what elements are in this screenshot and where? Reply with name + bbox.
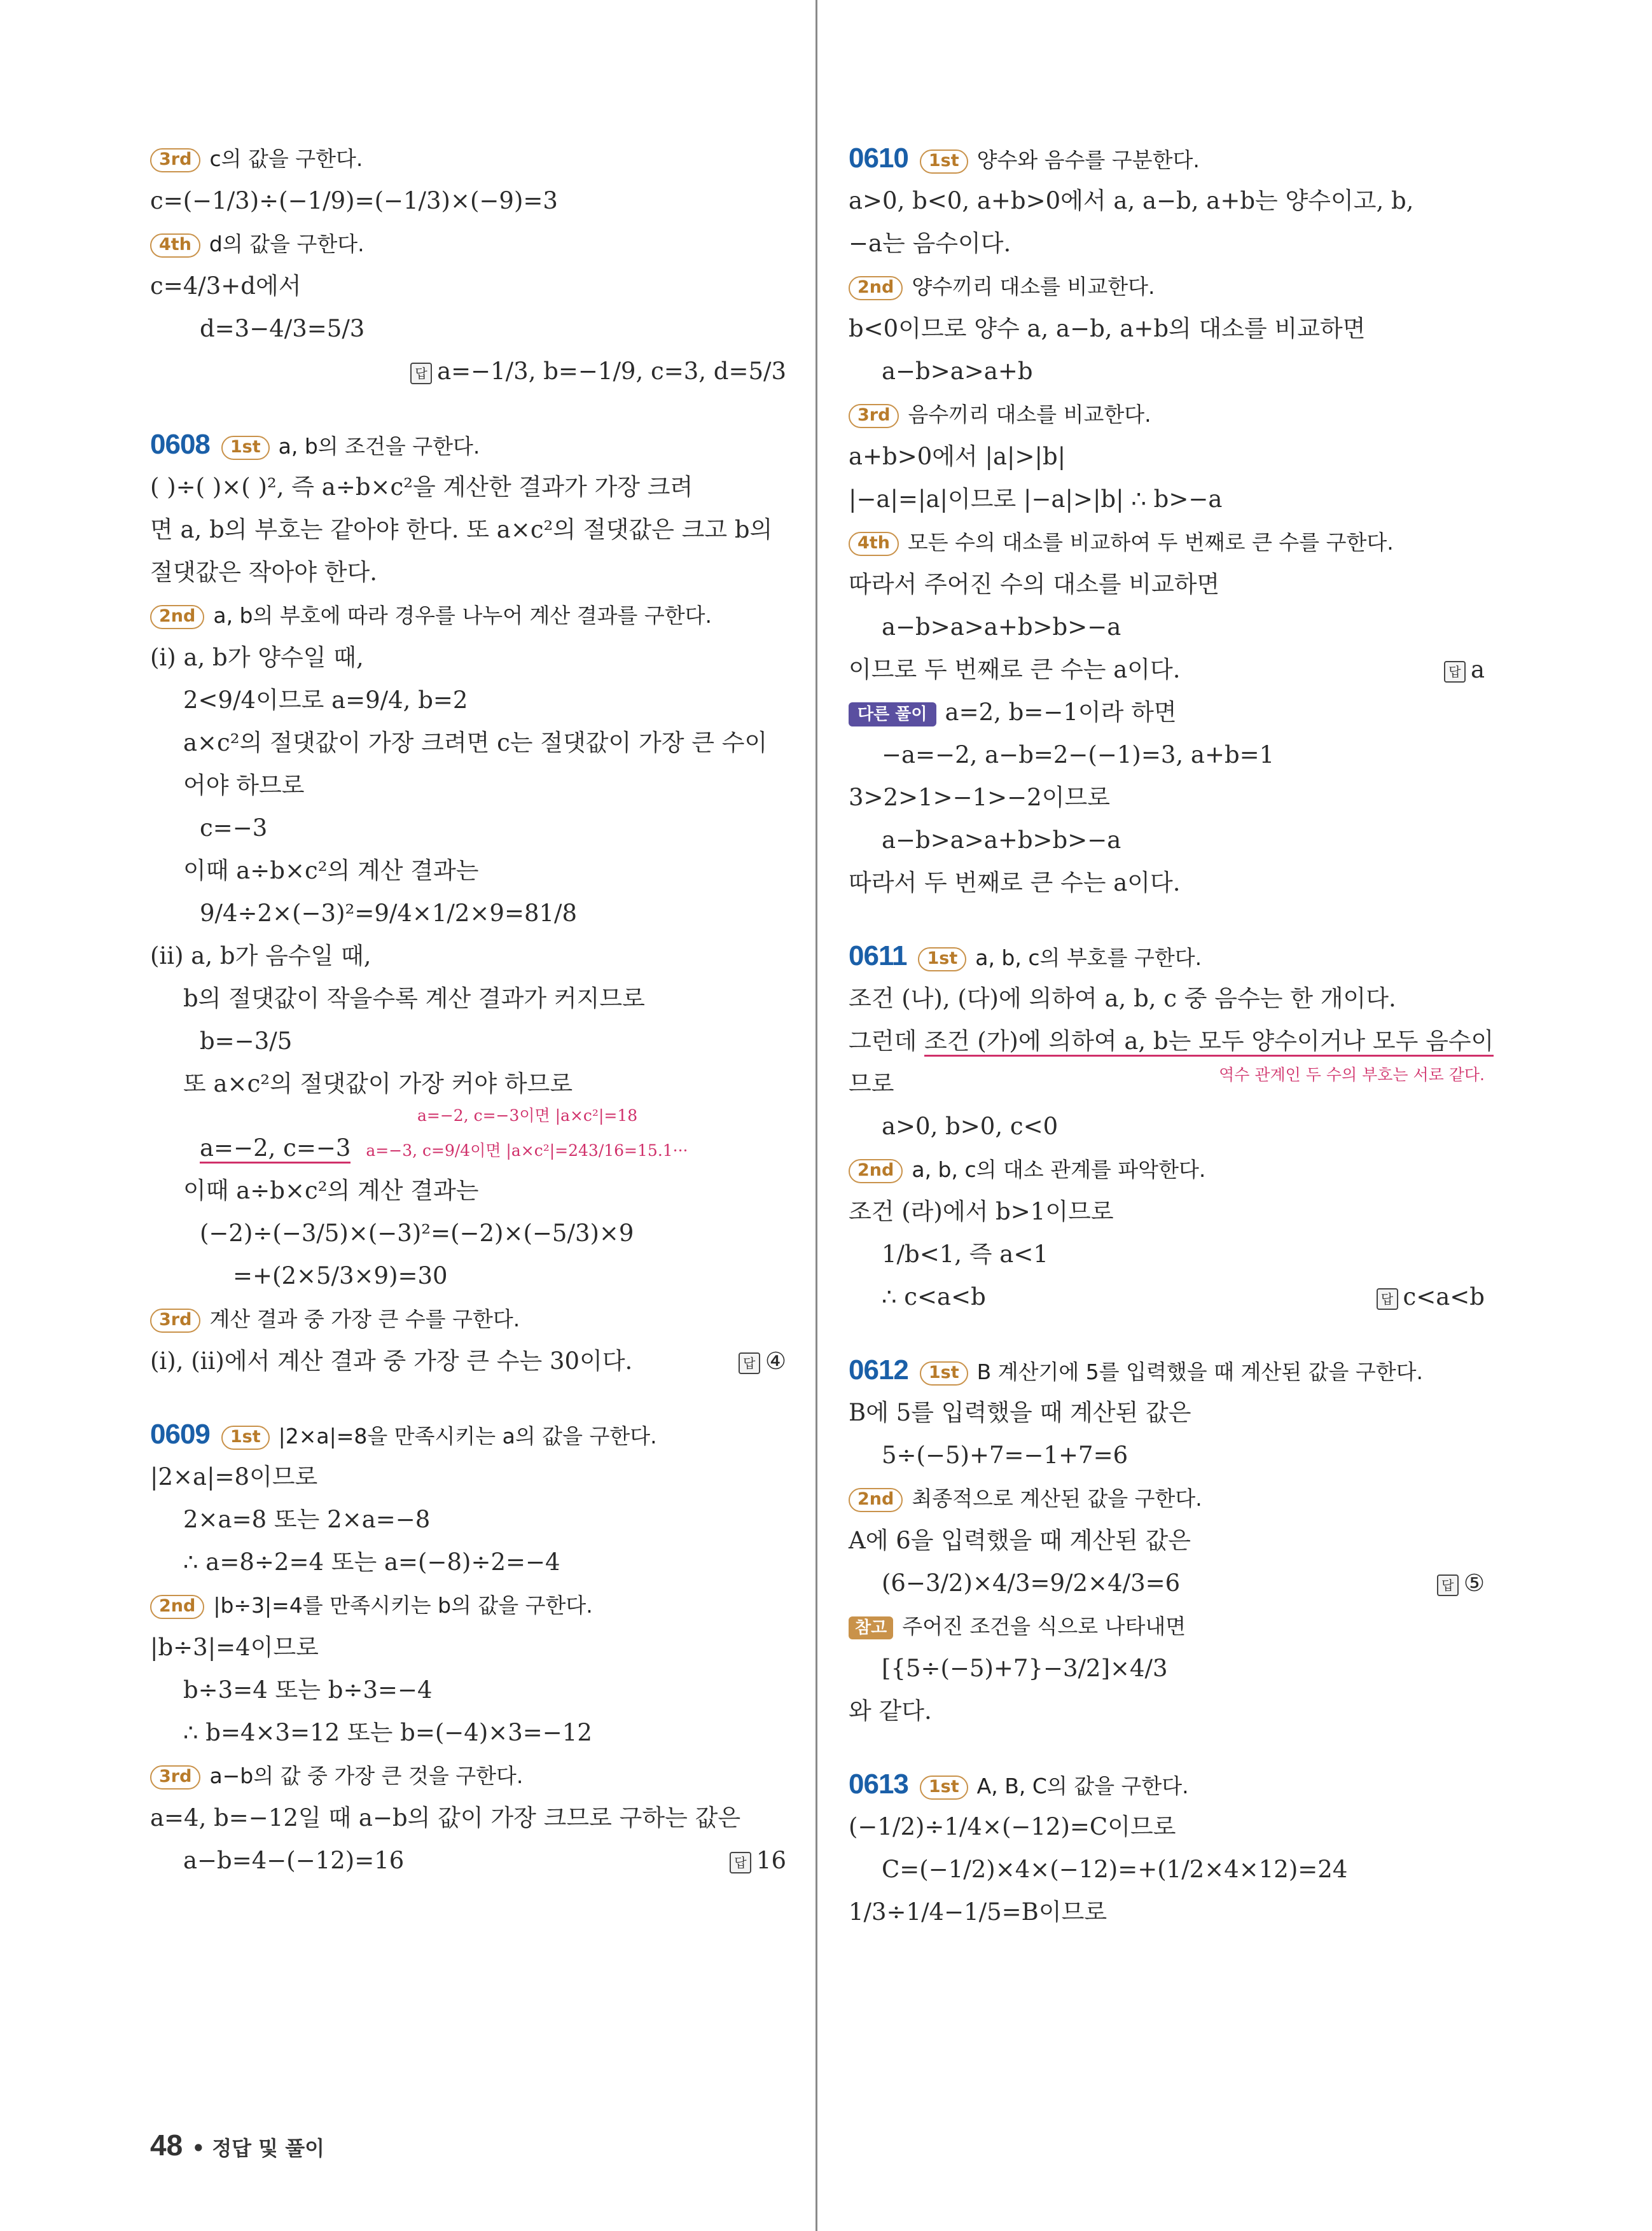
answer-line bbox=[849, 648, 1485, 691]
right-column bbox=[849, 137, 1494, 1933]
math-text: ( )÷( )×( )², 즉 a÷b×c²을 계산한 결과가 가장 크려 bbox=[150, 473, 693, 501]
step-line bbox=[849, 1148, 1485, 1190]
answer-mark bbox=[730, 1839, 786, 1882]
text-line bbox=[150, 265, 786, 307]
text-line bbox=[849, 435, 1485, 478]
math-text: b<0이므로 양수 a, a−b, a+b의 대소를 비교하면 bbox=[849, 315, 1366, 342]
step-badge: 2nd bbox=[150, 605, 204, 629]
step-badge: 1st bbox=[920, 1361, 968, 1386]
section-gap bbox=[849, 1732, 1485, 1763]
text-line bbox=[849, 861, 1485, 904]
text-line bbox=[849, 1848, 1485, 1891]
math-text: 어야 하므로 bbox=[183, 772, 305, 799]
math-text: 조건 (라)에서 b>1이므로 bbox=[849, 1198, 1114, 1225]
math-text: 면 a, b의 부호는 같아야 한다. 또 a×c²의 절댓값은 크고 b의 bbox=[150, 516, 773, 543]
step-badge: 4th bbox=[150, 233, 200, 258]
math-text: −a=−2, a−b=2−(−1)=3, a+b=1 bbox=[882, 741, 1275, 768]
text-line bbox=[849, 606, 1485, 648]
text-line bbox=[150, 892, 786, 935]
step-description: |b÷3|=4를 만족시키는 b의 값을 구한다. bbox=[213, 1593, 593, 1618]
text-line bbox=[849, 179, 1485, 222]
answer-line bbox=[150, 1839, 786, 1882]
text-line bbox=[849, 1647, 1485, 1690]
text-line bbox=[849, 1519, 1485, 1562]
math-text: a−b>a>a+b>b>−a bbox=[882, 826, 1121, 854]
math-text: c=(−1/3)÷(−1/9)=(−1/3)×(−9)=3 bbox=[150, 187, 558, 214]
math-text: 3>2>1>−1>−2이므로 bbox=[849, 784, 1110, 811]
step-line bbox=[849, 393, 1485, 435]
left-column bbox=[150, 137, 786, 1882]
step-badge: 1st bbox=[920, 1776, 968, 1800]
text-line bbox=[150, 636, 786, 679]
annotation-text: a=−3, c=9/4이면 |a×c²|=243/16=15.1··· bbox=[366, 1141, 688, 1160]
step-description: d의 값을 구한다. bbox=[209, 232, 364, 256]
step-badge: 3rd bbox=[849, 404, 899, 428]
answer-mark bbox=[410, 350, 786, 393]
answer-line bbox=[849, 1275, 1485, 1318]
step-badge: 3rd bbox=[150, 1309, 200, 1333]
section-gap bbox=[150, 393, 786, 423]
step-description: 계산 결과 중 가장 큰 수를 구한다. bbox=[209, 1307, 520, 1331]
math-text: −a는 음수이다. bbox=[849, 230, 1011, 257]
step-description: 음수끼리 대소를 비교한다. bbox=[908, 402, 1151, 427]
step-badge: 1st bbox=[920, 149, 968, 174]
text-line bbox=[150, 721, 786, 764]
section-gap bbox=[150, 1382, 786, 1413]
math-text: b÷3=4 또는 b÷3=−4 bbox=[183, 1676, 433, 1704]
text-line bbox=[150, 807, 786, 849]
text-line bbox=[150, 679, 786, 721]
text-line bbox=[849, 1891, 1485, 1933]
math-text: 이때 a÷b×c²의 계산 결과는 bbox=[183, 1177, 479, 1204]
math-text: a−b=4−(−12)=16 bbox=[183, 1847, 405, 1874]
answer-mark bbox=[1444, 648, 1485, 691]
math-text: d=3−4/3=5/3 bbox=[200, 315, 365, 342]
text-line bbox=[849, 1190, 1485, 1233]
math-text: 와 같다. bbox=[849, 1697, 932, 1725]
math-text: (6−3/2)×4/3=9/2×4/3=6 bbox=[882, 1569, 1181, 1597]
step-line bbox=[849, 1477, 1485, 1519]
math-text: (i) a, b가 양수일 때, bbox=[150, 644, 364, 671]
answer-mark bbox=[739, 1340, 786, 1382]
math-text: 또 a×c²의 절댓값이 가장 커야 하므로 bbox=[183, 1070, 573, 1097]
problem-line bbox=[150, 1413, 786, 1456]
text-line bbox=[849, 563, 1485, 606]
math-text: a−b>a>a+b>b>−a bbox=[882, 613, 1121, 641]
step-line bbox=[150, 594, 786, 636]
text-line bbox=[150, 1062, 786, 1105]
math-text: a>0, b>0, c<0 bbox=[882, 1113, 1059, 1140]
step-description: 양수와 음수를 구분한다. bbox=[976, 148, 1200, 172]
math-text: 1/b<1, 즉 a<1 bbox=[882, 1241, 1048, 1268]
problem-number: 0612 bbox=[849, 1354, 908, 1386]
undernote-line bbox=[849, 1062, 1485, 1105]
problem-number: 0609 bbox=[150, 1419, 210, 1450]
problem-line bbox=[849, 935, 1485, 977]
math-text: 그런데 bbox=[849, 1027, 924, 1055]
problem-number: 0608 bbox=[150, 429, 210, 460]
math-text: A에 6을 입력했을 때 계산된 값은 bbox=[849, 1527, 1191, 1554]
math-text: a=4, b=−12일 때 a−b의 값이 가장 크므로 구하는 값은 bbox=[150, 1804, 741, 1831]
step-badge: 2nd bbox=[849, 1488, 903, 1512]
step-description: A, B, C의 값을 구한다. bbox=[976, 1774, 1189, 1798]
text-line bbox=[150, 1498, 786, 1541]
answer-line bbox=[150, 1340, 786, 1382]
step-badge: 2nd bbox=[150, 1595, 204, 1619]
math-text: c=−3 bbox=[200, 814, 268, 842]
answer-value: a bbox=[1470, 656, 1485, 683]
problem-line bbox=[849, 137, 1485, 179]
text-line bbox=[849, 1434, 1485, 1477]
math-text: 따라서 두 번째로 큰 수는 a이다. bbox=[849, 869, 1181, 896]
step-description: 최종적으로 계산된 값을 구한다. bbox=[912, 1486, 1202, 1511]
answer-icon: 답 bbox=[730, 1852, 751, 1873]
problem-number: 0610 bbox=[849, 142, 908, 174]
text-line bbox=[849, 776, 1485, 819]
answer-mark bbox=[1437, 1562, 1485, 1604]
step-description: a, b, c의 대소 관계를 파악한다. bbox=[912, 1157, 1206, 1182]
answer-value: c<a<b bbox=[1403, 1283, 1485, 1310]
math-text: a=2, b=−1이라 하면 bbox=[945, 698, 1177, 726]
problem-line bbox=[849, 1349, 1485, 1391]
underlined-text: 조건 (가)에 의하여 a, b는 모두 양수이거나 모두 음수이 bbox=[924, 1027, 1494, 1057]
answer-value: ⑤ bbox=[1463, 1569, 1485, 1597]
math-text: ∴ a=8÷2=4 또는 a=(−8)÷2=−4 bbox=[183, 1548, 560, 1576]
answer-icon: 답 bbox=[410, 363, 432, 384]
step-badge: 4th bbox=[849, 532, 899, 556]
underlined-math: a=−2, c=−3 bbox=[200, 1134, 351, 1164]
note-tag: 참고 bbox=[849, 1616, 893, 1639]
text-line bbox=[150, 1669, 786, 1711]
text-line bbox=[150, 1169, 786, 1212]
text-line bbox=[150, 1626, 786, 1669]
text-line bbox=[150, 179, 786, 222]
page-number: 48 bbox=[150, 2129, 183, 2162]
answer-icon: 답 bbox=[739, 1352, 760, 1374]
answer-line bbox=[150, 350, 786, 393]
text-line bbox=[150, 1541, 786, 1583]
math-text: a+b>0에서 |a|>|b| bbox=[849, 443, 1066, 470]
step-description: a, b의 조건을 구한다. bbox=[278, 434, 480, 459]
text-line bbox=[150, 1212, 786, 1255]
step-line bbox=[150, 1297, 786, 1340]
text-line bbox=[150, 764, 786, 807]
text-line bbox=[150, 977, 786, 1020]
step-badge: 3rd bbox=[150, 1765, 200, 1790]
problem-line bbox=[150, 423, 786, 466]
step-line bbox=[849, 265, 1485, 307]
math-text: a×c²의 절댓값이 가장 크려면 c는 절댓값이 가장 큰 수이 bbox=[183, 729, 768, 756]
math-text: (−2)÷(−3/5)×(−3)²=(−2)×(−5/3)×9 bbox=[200, 1220, 634, 1247]
text-line bbox=[849, 819, 1485, 861]
step-badge: 1st bbox=[221, 436, 270, 460]
step-badge: 1st bbox=[918, 947, 966, 971]
step-description: a−b의 값 중 가장 큰 것을 구한다. bbox=[209, 1763, 524, 1788]
step-line bbox=[150, 137, 786, 179]
math-text: b=−3/5 bbox=[200, 1027, 293, 1055]
note-line bbox=[849, 1604, 1485, 1647]
other-line bbox=[849, 691, 1485, 733]
answer-value: ④ bbox=[765, 1347, 786, 1375]
section-label: • 정답 및 풀이 bbox=[191, 2136, 325, 2160]
problem-line bbox=[849, 1763, 1485, 1805]
pinkmain-line bbox=[150, 1127, 786, 1169]
answer-line bbox=[849, 1562, 1485, 1604]
annotation-line bbox=[150, 1105, 786, 1127]
math-text: (i), (ii)에서 계산 결과 중 가장 큰 수는 30이다. bbox=[150, 1347, 633, 1375]
text-line bbox=[150, 466, 786, 508]
step-description: |2×a|=8을 만족시키는 a의 값을 구한다. bbox=[278, 1424, 657, 1449]
text-line bbox=[849, 307, 1485, 350]
annotation-text: a=−2, c=−3이면 |a×c²|=18 bbox=[417, 1106, 638, 1125]
text-line bbox=[849, 1391, 1485, 1434]
math-text: [{5÷(−5)+7}−3/2]×4/3 bbox=[882, 1655, 1168, 1682]
text-line bbox=[150, 1797, 786, 1839]
answer-value: 16 bbox=[756, 1847, 786, 1874]
step-badge: 2nd bbox=[849, 276, 903, 300]
text-line bbox=[150, 1255, 786, 1297]
text-line bbox=[150, 551, 786, 594]
answer-icon: 답 bbox=[1377, 1288, 1398, 1310]
math-text: 2<9/4이므로 a=9/4, b=2 bbox=[183, 686, 468, 714]
answer-value: a=−1/3, b=−1/9, c=3, d=5/3 bbox=[437, 358, 786, 385]
step-description: c의 값을 구한다. bbox=[209, 146, 363, 171]
math-text: 2×a=8 또는 2×a=−8 bbox=[183, 1506, 431, 1533]
text-line bbox=[849, 977, 1485, 1020]
math-text: 5÷(−5)+7=−1+7=6 bbox=[882, 1442, 1128, 1469]
text-line bbox=[849, 1233, 1485, 1275]
math-text: 므로 bbox=[849, 1070, 894, 1097]
text-line bbox=[849, 478, 1485, 520]
text-line bbox=[849, 1805, 1485, 1848]
math-text: 이때 a÷b×c²의 계산 결과는 bbox=[183, 857, 479, 884]
math-text: (−1/2)÷1/4×(−12)=C이므로 bbox=[849, 1813, 1176, 1840]
math-text: 이므로 두 번째로 큰 수는 a이다. bbox=[849, 656, 1181, 683]
math-text: |b÷3|=4이므로 bbox=[150, 1634, 319, 1661]
problem-number: 0611 bbox=[849, 940, 907, 971]
text-line bbox=[150, 1456, 786, 1498]
math-text: ∴ c<a<b bbox=[882, 1283, 986, 1310]
step-description: 모든 수의 대소를 비교하여 두 번째로 큰 수를 구한다. bbox=[907, 530, 1394, 555]
step-description: a, b, c의 부호를 구한다. bbox=[975, 945, 1202, 970]
text-line bbox=[150, 1711, 786, 1754]
math-text: =+(2×5/3×9)=30 bbox=[233, 1262, 448, 1289]
section-gap bbox=[849, 1318, 1485, 1349]
text-line bbox=[150, 307, 786, 350]
math-text: b의 절댓값이 작을수록 계산 결과가 커지므로 bbox=[183, 985, 645, 1012]
step-line bbox=[849, 520, 1485, 563]
text-line bbox=[849, 222, 1485, 265]
step-description: B 계산기에 5를 입력했을 때 계산된 값을 구한다. bbox=[976, 1359, 1424, 1384]
math-text: 조건 (나), (다)에 의하여 a, b, c 중 음수는 한 개이다. bbox=[849, 985, 1396, 1012]
math-text: (ii) a, b가 음수일 때, bbox=[150, 942, 371, 970]
answer-icon: 답 bbox=[1444, 661, 1466, 683]
step-badge: 3rd bbox=[150, 148, 200, 172]
text-line bbox=[150, 849, 786, 892]
alternative-solution-tag: 다른 풀이 bbox=[849, 702, 936, 726]
step-badge: 1st bbox=[221, 1426, 270, 1450]
text-line bbox=[150, 508, 786, 551]
note-text: 주어진 조건을 식으로 나타내면 bbox=[902, 1614, 1186, 1639]
math-text: 절댓값은 작아야 한다. bbox=[150, 559, 377, 586]
step-badge: 2nd bbox=[849, 1159, 903, 1183]
math-text: a>0, b<0, a+b>0에서 a, a−b, a+b는 양수이고, b, bbox=[849, 187, 1414, 214]
annotation-text: 역수 관계인 두 수의 부호는 서로 같다. bbox=[1219, 1066, 1485, 1084]
answer-icon: 답 bbox=[1437, 1574, 1459, 1596]
math-text: a−b>a>a+b bbox=[882, 358, 1033, 385]
math-text: |−a|=|a|이므로 |−a|>|b| ∴ b>−a bbox=[849, 485, 1223, 513]
math-text: 1/3÷1/4−1/5=B이므로 bbox=[849, 1898, 1107, 1926]
math-text: C=(−1/2)×4×(−12)=+(1/2×4×12)=24 bbox=[882, 1856, 1348, 1883]
step-description: 양수끼리 대소를 비교한다. bbox=[912, 274, 1155, 299]
page-footer bbox=[150, 2128, 324, 2162]
step-line bbox=[150, 1583, 786, 1626]
text-line bbox=[150, 935, 786, 977]
step-line bbox=[150, 222, 786, 265]
text-line bbox=[849, 1690, 1485, 1732]
math-text: B에 5를 입력했을 때 계산된 값은 bbox=[849, 1399, 1191, 1426]
math-text: 9/4÷2×(−3)²=9/4×1/2×9=81/8 bbox=[200, 900, 578, 927]
answer-mark bbox=[1377, 1275, 1485, 1318]
math-text: c=4/3+d에서 bbox=[150, 272, 302, 300]
column-divider bbox=[816, 0, 817, 2231]
problem-number: 0613 bbox=[849, 1769, 908, 1800]
text-line bbox=[849, 733, 1485, 776]
math-text: ∴ b=4×3=12 또는 b=(−4)×3=−12 bbox=[183, 1719, 592, 1746]
text-line bbox=[150, 1020, 786, 1062]
step-line bbox=[150, 1754, 786, 1797]
step-description: a, b의 부호에 따라 경우를 나누어 계산 결과를 구한다. bbox=[213, 603, 712, 628]
math-text: |2×a|=8이므로 bbox=[150, 1463, 318, 1491]
text-line bbox=[849, 1105, 1485, 1148]
section-gap bbox=[849, 904, 1485, 935]
math-text: 따라서 주어진 수의 대소를 비교하면 bbox=[849, 571, 1220, 598]
text-line bbox=[849, 350, 1485, 393]
